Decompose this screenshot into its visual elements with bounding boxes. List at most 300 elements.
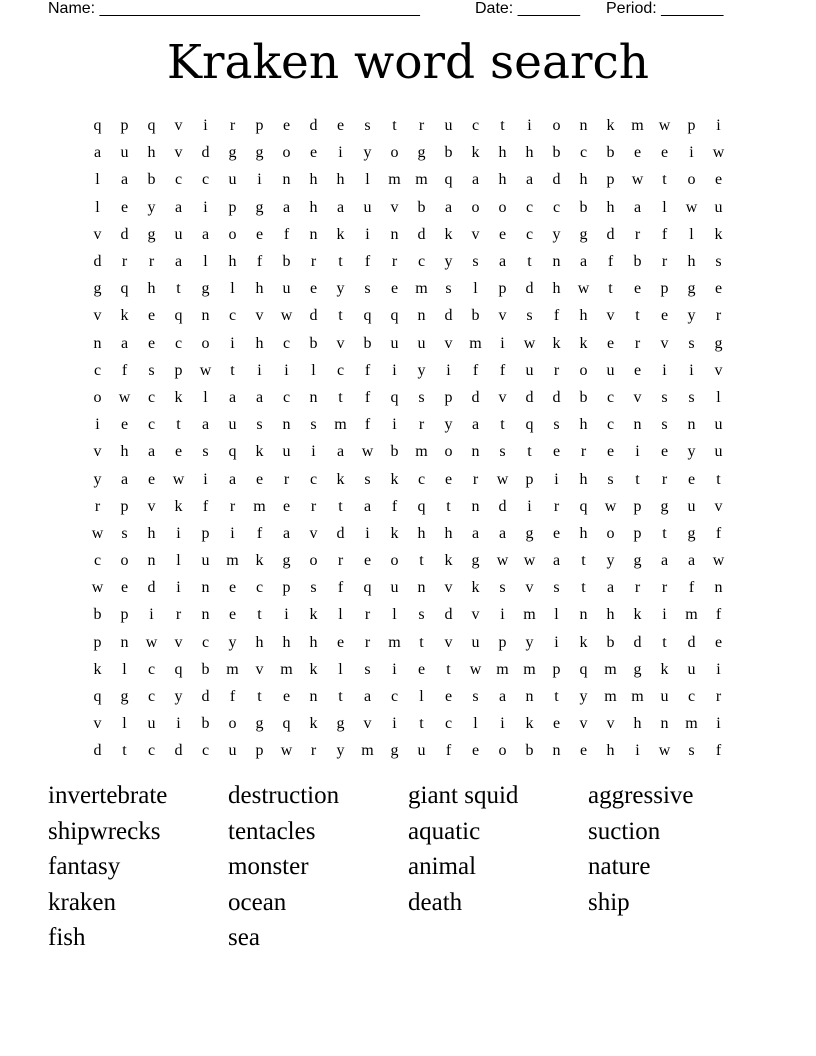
word-list-item: ocean: [228, 888, 287, 916]
grid-letter: q: [147, 117, 156, 135]
grid-letter: d: [633, 633, 642, 651]
grid-letter: b: [201, 715, 210, 733]
grid-letter: c: [687, 688, 696, 706]
grid-letter: h: [579, 171, 588, 189]
grid-letter: h: [606, 198, 615, 216]
grid-letter: k: [255, 443, 264, 461]
grid-letter: l: [122, 660, 127, 678]
grid-letter: r: [580, 443, 587, 461]
grid-letter: a: [147, 443, 156, 461]
grid-letter: v: [174, 633, 183, 651]
grid-letter: w: [280, 307, 293, 325]
grid-letter: c: [579, 144, 588, 162]
grid-letter: a: [228, 470, 237, 488]
grid-letter: v: [444, 633, 453, 651]
grid-letter: c: [390, 688, 399, 706]
grid-letter: w: [712, 552, 725, 570]
grid-letter: h: [336, 171, 345, 189]
grid-letter: g: [390, 742, 399, 760]
word-list-item: suction: [588, 817, 661, 845]
grid-letter: p: [120, 497, 129, 515]
grid-letter: p: [525, 470, 534, 488]
grid-letter: e: [120, 198, 129, 216]
grid-letter: o: [282, 144, 291, 162]
grid-letter: m: [631, 688, 644, 706]
grid-letter: i: [392, 715, 397, 733]
grid-letter: t: [635, 470, 640, 488]
grid-letter: t: [500, 117, 505, 135]
grid-letter: l: [311, 361, 316, 379]
grid-letter: n: [417, 307, 426, 325]
grid-letter: a: [471, 171, 480, 189]
grid-letter: e: [282, 117, 291, 135]
grid-letter: y: [363, 144, 372, 162]
grid-letter: k: [255, 552, 264, 570]
grid-letter: c: [93, 361, 102, 379]
grid-letter: f: [364, 361, 371, 379]
grid-letter: l: [473, 280, 478, 298]
grid-letter: m: [685, 715, 698, 733]
grid-letter: u: [687, 497, 696, 515]
grid-letter: u: [390, 579, 399, 597]
grid-row: [84, 574, 732, 601]
grid-letter: t: [635, 307, 640, 325]
grid-letter: m: [226, 552, 239, 570]
grid-letter: t: [716, 470, 721, 488]
grid-letter: c: [417, 470, 426, 488]
word-list-item: sea: [228, 924, 260, 951]
grid-letter: h: [606, 742, 615, 760]
grid-letter: o: [606, 524, 615, 542]
grid-letter: g: [633, 552, 642, 570]
grid-letter: e: [390, 280, 399, 298]
grid-letter: p: [282, 579, 291, 597]
grid-letter: u: [228, 171, 237, 189]
grid-letter: r: [175, 606, 182, 624]
grid-letter: s: [418, 606, 425, 624]
grid-letter: p: [498, 633, 507, 651]
grid-letter: p: [228, 198, 237, 216]
grid-letter: p: [687, 117, 696, 135]
grid-letter: u: [525, 361, 534, 379]
grid-letter: m: [361, 742, 374, 760]
word-list-item: death: [408, 888, 463, 916]
grid-letter: k: [471, 144, 480, 162]
grid-letter: g: [633, 660, 642, 678]
grid-letter: k: [120, 307, 129, 325]
grid-letter: v: [606, 715, 615, 733]
grid-letter: y: [228, 633, 237, 651]
grid-letter: r: [553, 497, 560, 515]
grid-letter: a: [336, 443, 345, 461]
grid-letter: k: [336, 225, 345, 243]
grid-letter: f: [661, 225, 668, 243]
grid-letter: w: [712, 144, 725, 162]
word-list-item: invertebrate: [48, 782, 168, 809]
grid-letter: q: [579, 660, 588, 678]
grid-letter: c: [255, 579, 264, 597]
student-info-header: [48, 0, 748, 20]
grid-letter: v: [336, 334, 345, 352]
grid-letter: s: [121, 524, 128, 542]
grid-letter: q: [390, 388, 399, 406]
grid-letter: c: [147, 660, 156, 678]
grid-letter: p: [552, 660, 561, 678]
grid-letter: i: [311, 443, 316, 461]
grid-letter: b: [201, 660, 210, 678]
grid-letter: b: [552, 144, 561, 162]
grid-letter: t: [257, 606, 262, 624]
grid-letter: s: [148, 361, 155, 379]
grid-letter: c: [201, 742, 210, 760]
grid-letter: r: [310, 742, 317, 760]
grid-letter: v: [471, 225, 480, 243]
grid-letter: k: [633, 606, 642, 624]
grid-letter: a: [255, 388, 264, 406]
grid-letter: i: [392, 361, 397, 379]
grid-letter: n: [201, 579, 210, 597]
grid-letter: e: [552, 443, 561, 461]
grid-letter: q: [93, 688, 102, 706]
grid-letter: s: [310, 416, 317, 434]
grid-letter: e: [552, 524, 561, 542]
grid-letter: s: [364, 280, 371, 298]
grid-letter: q: [363, 579, 372, 597]
grid-letter: k: [660, 660, 669, 678]
grid-letter: g: [147, 225, 156, 243]
grid-letter: e: [687, 470, 696, 488]
grid-letter: p: [255, 117, 264, 135]
grid-letter: k: [309, 660, 318, 678]
grid-letter: y: [336, 742, 345, 760]
grid-letter: e: [309, 144, 318, 162]
grid-letter: w: [523, 552, 536, 570]
grid-letter: r: [634, 225, 641, 243]
grid-letter: e: [552, 715, 561, 733]
grid-letter: q: [174, 307, 183, 325]
grid-letter: p: [93, 633, 102, 651]
grid-letter: i: [203, 470, 208, 488]
grid-letter: w: [496, 552, 509, 570]
grid-letter: d: [309, 307, 318, 325]
grid-letter: e: [228, 579, 237, 597]
grid-letter: y: [579, 688, 588, 706]
grid-letter: v: [633, 388, 642, 406]
grid-letter: n: [309, 688, 318, 706]
grid-letter: m: [631, 117, 644, 135]
grid-letter: r: [553, 361, 560, 379]
grid-letter: b: [579, 198, 588, 216]
grid-letter: r: [391, 253, 398, 271]
grid-letter: e: [120, 416, 129, 434]
grid-row: [84, 357, 732, 384]
grid-letter: l: [473, 715, 478, 733]
grid-letter: l: [392, 606, 397, 624]
grid-letter: u: [282, 443, 291, 461]
grid-letter: n: [633, 416, 642, 434]
grid-letter: q: [93, 117, 102, 135]
grid-letter: h: [498, 144, 507, 162]
grid-letter: v: [525, 579, 534, 597]
grid-letter: m: [280, 660, 293, 678]
grid-letter: s: [607, 470, 614, 488]
grid-letter: a: [93, 144, 102, 162]
grid-letter: a: [444, 198, 453, 216]
grid-letter: e: [471, 742, 480, 760]
grid-letter: i: [662, 606, 667, 624]
grid-letter: n: [309, 225, 318, 243]
grid-letter: v: [498, 388, 507, 406]
grid-letter: v: [363, 715, 372, 733]
grid-letter: a: [633, 198, 642, 216]
grid-letter: v: [714, 497, 723, 515]
grid-letter: e: [228, 606, 237, 624]
grid-letter: q: [579, 497, 588, 515]
grid-letter: o: [228, 225, 237, 243]
grid-letter: i: [527, 497, 532, 515]
grid-letter: v: [390, 198, 399, 216]
grid-letter: r: [634, 579, 641, 597]
grid-letter: n: [390, 225, 399, 243]
grid-letter: i: [257, 171, 262, 189]
grid-letter: b: [606, 633, 615, 651]
grid-letter: h: [606, 606, 615, 624]
grid-letter: i: [500, 606, 505, 624]
grid-letter: q: [444, 171, 453, 189]
grid-row: [84, 438, 732, 465]
grid-letter: a: [525, 171, 534, 189]
grid-letter: a: [336, 198, 345, 216]
grid-letter: v: [93, 715, 102, 733]
grid-letter: v: [255, 307, 264, 325]
grid-letter: s: [364, 470, 371, 488]
grid-letter: m: [523, 606, 536, 624]
grid-letter: c: [552, 198, 561, 216]
grid-letter: w: [496, 470, 509, 488]
grid-letter: w: [604, 497, 617, 515]
word-list-item: aquatic: [408, 817, 481, 845]
grid-letter: y: [687, 443, 696, 461]
grid-letter: n: [282, 416, 291, 434]
grid-letter: v: [174, 144, 183, 162]
grid-letter: c: [282, 388, 291, 406]
grid-letter: r: [310, 497, 317, 515]
grid-letter: g: [687, 280, 696, 298]
grid-letter: d: [444, 307, 453, 325]
grid-letter: r: [472, 470, 479, 488]
grid-letter: t: [257, 688, 262, 706]
grid-letter: v: [93, 307, 102, 325]
grid-letter: q: [363, 307, 372, 325]
grid-letter: e: [174, 443, 183, 461]
grid-letter: u: [417, 742, 426, 760]
grid-letter: k: [714, 225, 723, 243]
grid-letter: n: [282, 171, 291, 189]
grid-letter: h: [525, 144, 534, 162]
grid-letter: p: [174, 361, 183, 379]
grid-letter: e: [498, 225, 507, 243]
grid-letter: s: [499, 579, 506, 597]
grid-letter: w: [118, 388, 131, 406]
grid-letter: c: [606, 388, 615, 406]
grid-letter: g: [714, 334, 723, 352]
grid-letter: q: [417, 497, 426, 515]
grid-letter: i: [635, 443, 640, 461]
grid-letter: d: [336, 524, 345, 542]
word-list-item: monster: [228, 853, 309, 880]
grid-letter: l: [662, 198, 667, 216]
grid-letter: e: [282, 497, 291, 515]
grid-letter: k: [444, 225, 453, 243]
grid-letter: o: [93, 388, 102, 406]
grid-letter: s: [553, 416, 560, 434]
grid-letter: i: [500, 715, 505, 733]
grid-letter: e: [714, 280, 723, 298]
grid-letter: d: [201, 144, 210, 162]
grid-letter: s: [256, 416, 263, 434]
grid-letter: t: [662, 171, 667, 189]
grid-letter: g: [255, 144, 264, 162]
grid-letter: i: [176, 579, 181, 597]
grid-letter: f: [553, 307, 560, 325]
grid-letter: l: [689, 225, 694, 243]
grid-letter: b: [633, 253, 642, 271]
grid-letter: n: [525, 688, 534, 706]
grid-letter: w: [577, 280, 590, 298]
grid-row: [84, 520, 732, 547]
grid-letter: e: [633, 361, 642, 379]
grid-letter: d: [552, 171, 561, 189]
grid-letter: s: [715, 253, 722, 271]
grid-letter: w: [280, 742, 293, 760]
grid-letter: c: [525, 225, 534, 243]
grid-letter: h: [552, 280, 561, 298]
grid-letter: s: [688, 388, 695, 406]
grid-letter: b: [579, 388, 588, 406]
grid-letter: t: [419, 633, 424, 651]
grid-letter: p: [120, 606, 129, 624]
grid-letter: i: [365, 524, 370, 542]
word-list-item: fish: [48, 924, 86, 951]
grid-letter: l: [230, 280, 235, 298]
grid-letter: c: [471, 117, 480, 135]
grid-letter: m: [496, 660, 509, 678]
grid-letter: m: [604, 660, 617, 678]
grid-letter: v: [714, 361, 723, 379]
grid-letter: h: [417, 524, 426, 542]
word-list-item: tentacles: [228, 817, 316, 845]
grid-letter: c: [336, 361, 345, 379]
grid-letter: u: [444, 117, 453, 135]
grid-letter: o: [579, 361, 588, 379]
grid-letter: a: [201, 416, 210, 434]
grid-letter: t: [581, 552, 586, 570]
grid-letter: p: [606, 171, 615, 189]
grid-letter: f: [499, 361, 506, 379]
grid-letter: f: [121, 361, 128, 379]
grid-letter: h: [579, 307, 588, 325]
grid-letter: k: [336, 470, 345, 488]
grid-letter: c: [417, 253, 426, 271]
grid-letter: r: [148, 253, 155, 271]
grid-letter: a: [498, 688, 507, 706]
grid-letter: c: [228, 307, 237, 325]
grid-letter: c: [93, 552, 102, 570]
grid-letter: t: [122, 742, 127, 760]
grid-letter: d: [444, 606, 453, 624]
grid-letter: i: [338, 144, 343, 162]
grid-row: [84, 139, 732, 166]
grid-letter: p: [120, 117, 129, 135]
grid-letter: s: [499, 443, 506, 461]
grid-letter: g: [120, 688, 129, 706]
grid-letter: f: [202, 497, 209, 515]
grid-letter: t: [662, 524, 667, 542]
grid-letter: r: [634, 334, 641, 352]
grid-letter: g: [417, 144, 426, 162]
grid-letter: s: [661, 416, 668, 434]
grid-letter: a: [363, 688, 372, 706]
grid-letter: d: [93, 253, 102, 271]
grid-letter: v: [444, 334, 453, 352]
grid-letter: f: [607, 253, 614, 271]
name-field: Name: ____________________________________: [48, 0, 420, 17]
grid-letter: a: [363, 497, 372, 515]
grid-letter: g: [282, 552, 291, 570]
grid-letter: b: [309, 334, 318, 352]
grid-letter: n: [579, 606, 588, 624]
grid-letter: l: [716, 388, 721, 406]
grid-row: [84, 683, 732, 710]
grid-letter: h: [309, 633, 318, 651]
grid-letter: n: [147, 552, 156, 570]
grid-letter: r: [337, 552, 344, 570]
grid-letter: e: [147, 470, 156, 488]
grid-letter: f: [391, 497, 398, 515]
grid-letter: t: [176, 280, 181, 298]
grid-letter: y: [147, 198, 156, 216]
grid-letter: y: [687, 307, 696, 325]
word-list-item: aggressive: [588, 782, 694, 809]
grid-letter: p: [633, 524, 642, 542]
grid-letter: r: [364, 606, 371, 624]
grid-letter: q: [525, 416, 534, 434]
grid-letter: h: [579, 524, 588, 542]
grid-letter: i: [716, 117, 721, 135]
grid-letter: s: [445, 280, 452, 298]
grid-letter: h: [309, 198, 318, 216]
grid-letter: k: [552, 334, 561, 352]
grid-letter: w: [172, 470, 185, 488]
word-list: [48, 778, 768, 956]
grid-letter: i: [689, 361, 694, 379]
grid-letter: s: [418, 388, 425, 406]
grid-letter: g: [228, 144, 237, 162]
grid-letter: m: [388, 633, 401, 651]
grid-letter: p: [255, 742, 264, 760]
grid-letter: l: [365, 171, 370, 189]
grid-letter: k: [525, 715, 534, 733]
grid-letter: w: [361, 443, 374, 461]
grid-letter: e: [309, 280, 318, 298]
grid-letter: e: [660, 307, 669, 325]
grid-letter: n: [120, 633, 129, 651]
grid-letter: u: [363, 198, 372, 216]
grid-letter: d: [309, 117, 318, 135]
grid-letter: g: [255, 198, 264, 216]
grid-letter: t: [554, 688, 559, 706]
grid-letter: q: [282, 715, 291, 733]
